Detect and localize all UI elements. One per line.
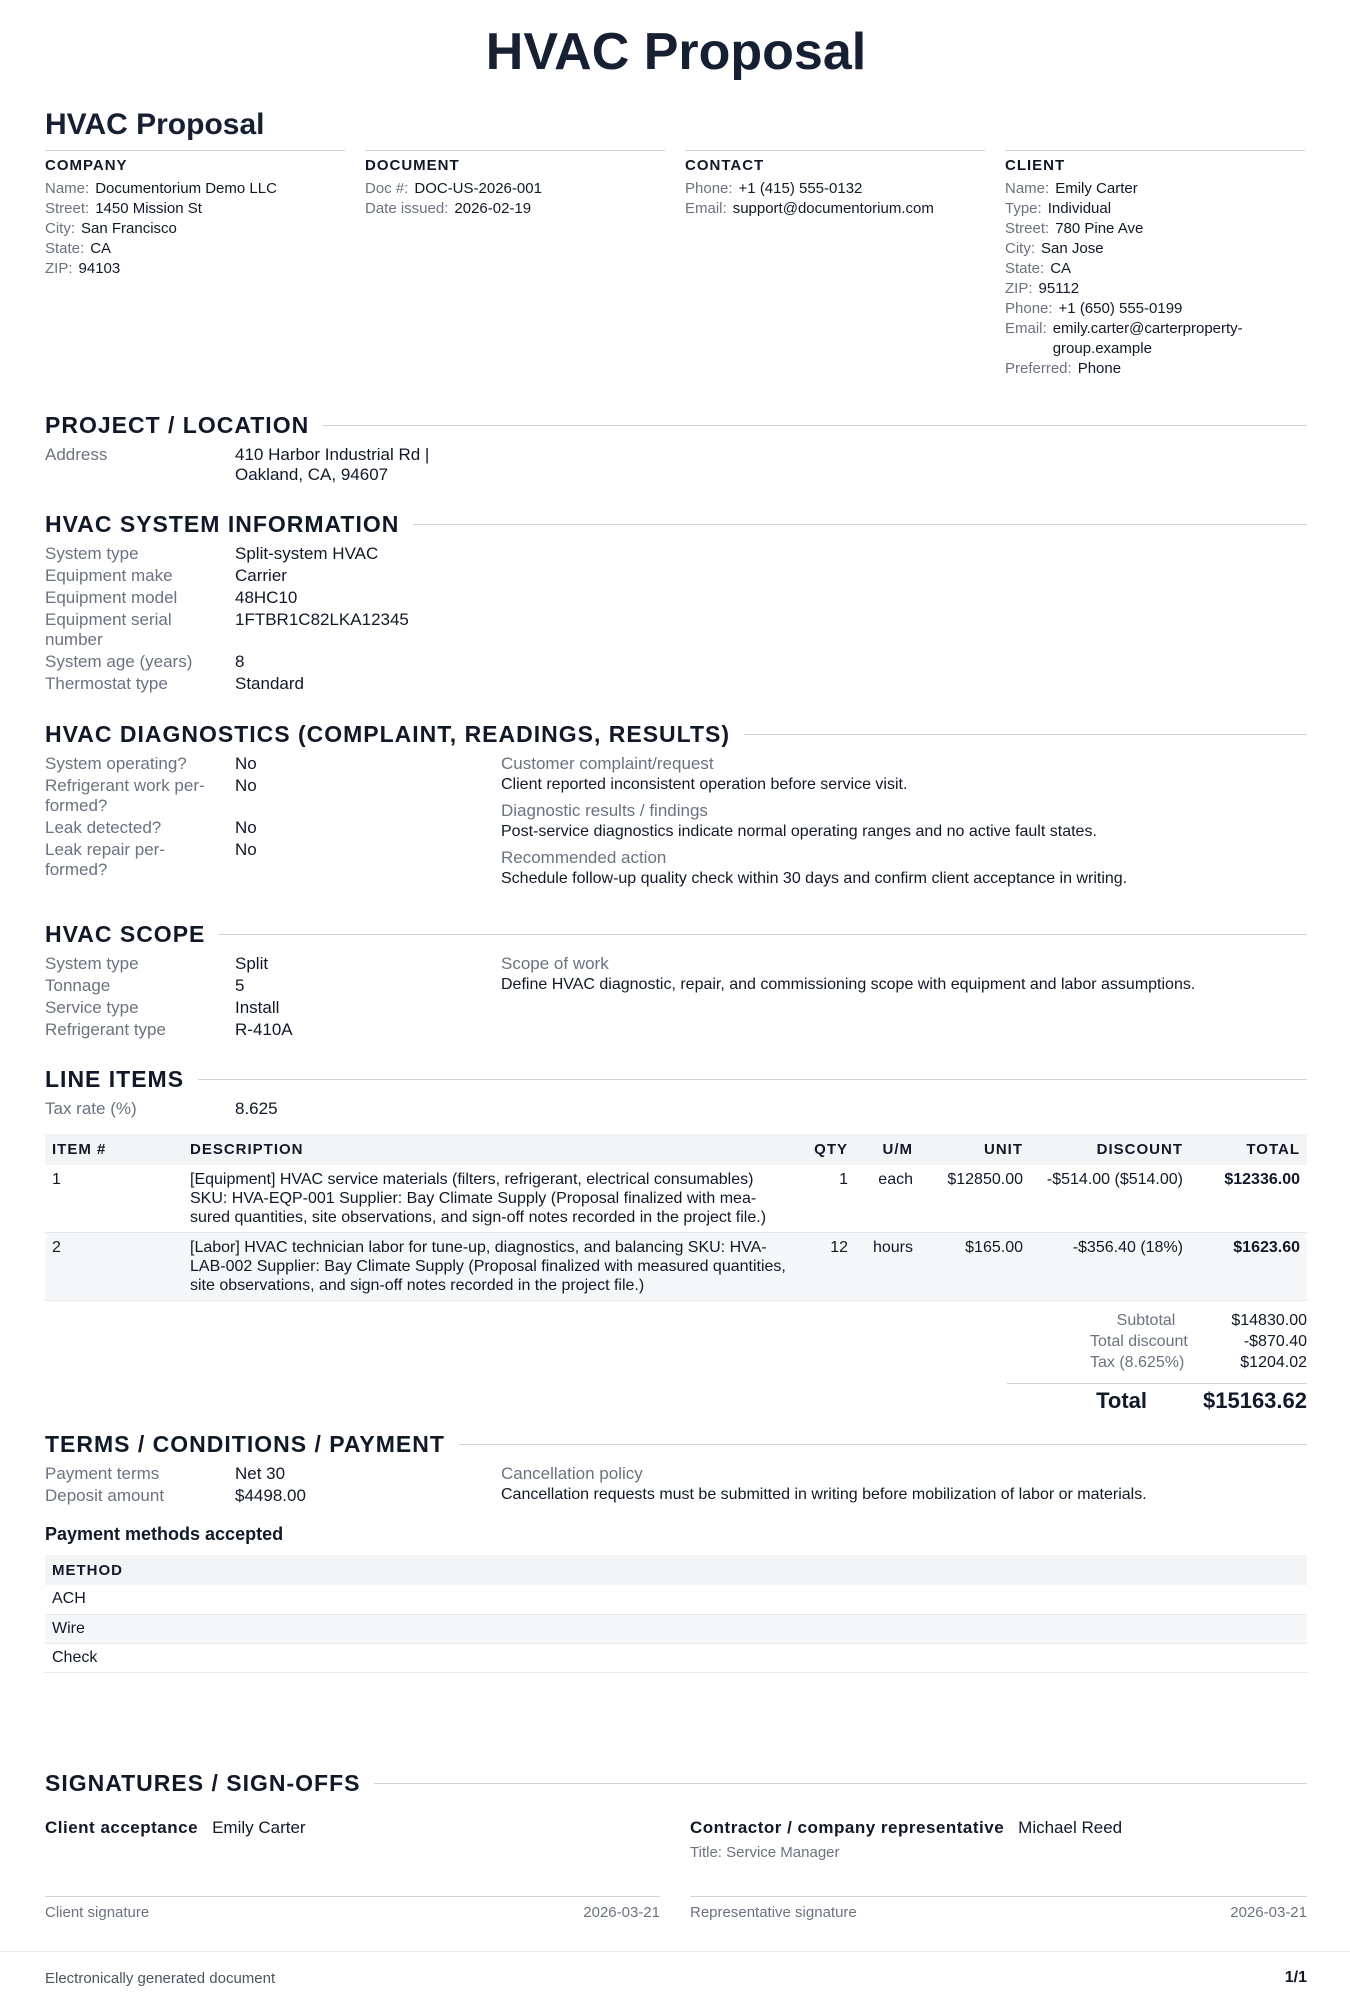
discount-label: Total discount — [1089, 1333, 1188, 1350]
field-label: Refrigerant work per-formed? — [45, 776, 205, 815]
field-value: CA — [90, 240, 112, 257]
company-field — [45, 179, 345, 199]
item-description: [Labor] HVAC technician labor for tune-up, diagnostics, and balancing SKU: HVA-LAB-002 Supplier: Bay Climate Supply (Proposal finalized with measured quantities, site observations, and sign-off notes recorded in the project file.) — [183, 1233, 800, 1301]
contractor-signature-block — [690, 1818, 1307, 1921]
signature-label: Client signature — [45, 1904, 150, 1921]
section-rule — [413, 524, 1307, 525]
tax-value: $1204.02 — [1240, 1354, 1307, 1371]
section-scope — [45, 921, 1307, 948]
table-row — [45, 1643, 1307, 1672]
field-value: San Jose — [1041, 240, 1104, 257]
field-label: Doc #: — [365, 180, 409, 197]
field-label: Leak detected? — [45, 818, 162, 837]
field-value: Documentorium Demo LLC — [95, 180, 277, 197]
company-field — [45, 239, 345, 259]
field-label: Street: — [1005, 220, 1050, 237]
scope-field — [45, 976, 465, 996]
contact-field — [685, 179, 985, 199]
scope-field — [45, 998, 465, 1018]
client-field — [1005, 239, 1305, 259]
field-value: 5 — [235, 976, 245, 995]
section-rule — [459, 1444, 1307, 1445]
client-block — [1005, 150, 1305, 379]
field-value: +1 (650) 555-0199 — [1058, 300, 1183, 317]
document-heading: DOCUMENT — [365, 157, 460, 174]
terms-field — [45, 1464, 465, 1484]
note-label: Cancellation policy — [501, 1464, 643, 1483]
scope-fields — [45, 954, 465, 1042]
field-label: System type — [45, 954, 139, 973]
field-label: City: — [1005, 240, 1035, 257]
diagnostics-field — [45, 754, 465, 774]
payment-methods-table — [45, 1555, 1307, 1673]
item-number: 1 — [45, 1165, 183, 1233]
tax-label: Tax (8.625%) — [1090, 1354, 1185, 1371]
section-heading: HVAC SYSTEM INFORMATION — [45, 511, 400, 537]
company-field — [45, 219, 345, 239]
client-signature-block — [45, 1818, 660, 1921]
client-field — [1005, 319, 1305, 359]
item-qty: 12 — [800, 1233, 855, 1301]
terms-fields — [45, 1464, 465, 1508]
field-value: 1450 Mission St — [95, 200, 202, 217]
signature-line[interactable] — [45, 1896, 660, 1897]
field-label: ZIP: — [45, 260, 73, 277]
column-header: QTY — [800, 1134, 855, 1165]
contact-block — [685, 150, 985, 379]
field-value: 2026-02-19 — [454, 200, 532, 217]
item-unit: $12850.00 — [920, 1165, 1030, 1233]
total-label: Total — [1096, 1388, 1147, 1413]
scope-notes — [501, 953, 1307, 1000]
field-value: San Francisco — [81, 220, 177, 237]
item-um: each — [855, 1165, 920, 1233]
note-label: Customer complaint/request — [501, 754, 714, 773]
note-value: Cancellation requests must be submitted in writing before mobilization of labor or materials. — [501, 1486, 1147, 1503]
field-label: System operating? — [45, 754, 187, 773]
item-number: 2 — [45, 1233, 183, 1301]
page-number: 1/1 — [1284, 1969, 1307, 1986]
field-value: 8.625 — [235, 1099, 278, 1118]
tax-rate-row — [45, 1099, 278, 1121]
field-label: City: — [45, 220, 75, 237]
field-label: System type — [45, 544, 139, 563]
field-label: Equipment serial number — [45, 610, 172, 649]
payment-method: Wire — [45, 1614, 1307, 1643]
column-header: METHOD — [45, 1555, 1307, 1585]
address-line: Oakland, CA, 94607 — [235, 465, 389, 484]
field-label: Name: — [45, 180, 90, 197]
payment-method: ACH — [45, 1585, 1307, 1614]
field-value: emily.carter@carterproperty-group.example — [1052, 320, 1243, 357]
note-label: Diagnostic results / findings — [501, 801, 708, 820]
field-value: Net 30 — [235, 1464, 286, 1483]
field-value — [235, 445, 429, 485]
field-value: Standard — [235, 674, 304, 693]
terms-field — [45, 1486, 465, 1506]
client-field — [1005, 299, 1305, 319]
field-label: Leak repair per-formed? — [45, 840, 166, 879]
field-value: 94103 — [78, 260, 121, 277]
field-value: DOC-US-2026-001 — [414, 180, 542, 197]
item-unit: $165.00 — [920, 1233, 1030, 1301]
field-value: No — [235, 818, 257, 837]
column-header: DISCOUNT — [1030, 1134, 1190, 1165]
field-value: No — [235, 754, 257, 773]
document-field — [365, 199, 665, 219]
field-value: 48HC10 — [235, 588, 298, 607]
note-label: Scope of work — [501, 954, 609, 973]
client-field — [1005, 199, 1305, 219]
section-rule — [374, 1783, 1307, 1784]
scope-field — [45, 1020, 465, 1040]
discount-row — [1007, 1331, 1307, 1352]
field-label: Phone: — [685, 180, 733, 197]
diagnostics-field — [45, 818, 465, 838]
column-header: U/M — [855, 1134, 920, 1165]
item-total: $12336.00 — [1190, 1165, 1307, 1233]
system-fields — [45, 544, 465, 696]
field-label: Payment terms — [45, 1464, 160, 1483]
system-field — [45, 674, 465, 694]
field-value: 8 — [235, 652, 245, 671]
section-project — [45, 412, 1307, 439]
field-label: Preferred: — [1005, 360, 1072, 377]
signer — [45, 1818, 660, 1838]
field-value: Split-system HVAC — [235, 544, 379, 563]
contact-field — [685, 199, 985, 219]
table-row — [45, 1165, 1307, 1233]
table-row — [45, 1233, 1307, 1301]
field-value: R-410A — [235, 1020, 293, 1039]
field-label: System age (years) — [45, 652, 193, 671]
signature-footer — [45, 1904, 660, 1921]
project-fields — [45, 445, 429, 487]
system-field — [45, 588, 465, 608]
field-label: Email: — [685, 200, 727, 217]
section-rule — [744, 734, 1307, 735]
note-value: Client reported inconsistent operation before service visit. — [501, 776, 908, 793]
tax-row — [1007, 1352, 1307, 1373]
field-value: 95112 — [1038, 280, 1080, 297]
item-description: [Equipment] HVAC service materials (filters, refrigerant, electrical consumables) SKU: HVA-EQP-001 Supplier: Bay Climate Supply (Proposal finalized with mea-sured quantities, site observations, and sign-off notes recorded in the project file.) — [183, 1165, 800, 1233]
system-field — [45, 544, 465, 564]
document-block — [365, 150, 665, 379]
client-field — [1005, 179, 1305, 199]
client-heading: CLIENT — [1005, 157, 1066, 174]
field-value: 780 Pine Ave — [1055, 220, 1144, 237]
section-diagnostics — [45, 721, 1307, 748]
signer-role: Contractor / company representative — [690, 1818, 1005, 1837]
item-discount: -$356.40 (18%) — [1030, 1233, 1190, 1301]
field-label: ZIP: — [1005, 280, 1033, 297]
page-footer — [0, 1951, 1350, 1987]
column-header: TOTAL — [1190, 1134, 1307, 1165]
field-label: Equipment model — [45, 588, 178, 607]
signature-date: 2026-03-21 — [583, 1904, 660, 1921]
company-field — [45, 199, 345, 219]
client-field — [1005, 279, 1305, 299]
field-value: support@documentorium.com — [732, 200, 934, 217]
grand-total-row — [1007, 1383, 1307, 1411]
field-value: CA — [1050, 260, 1072, 277]
contact-heading: CONTACT — [685, 157, 765, 174]
section-heading: TERMS / CONDITIONS / PAYMENT — [45, 1431, 445, 1457]
field-label: Phone: — [1005, 300, 1053, 317]
client-field — [1005, 259, 1305, 279]
diagnostics-field — [45, 776, 465, 816]
document-title: HVAC Proposal — [485, 23, 867, 81]
scope-field — [45, 954, 465, 974]
section-signatures — [45, 1770, 1307, 1797]
item-qty: 1 — [800, 1165, 855, 1233]
subtotal-label: Subtotal — [1116, 1312, 1176, 1329]
document-subtitle: HVAC Proposal — [45, 108, 265, 141]
field-value: No — [235, 840, 257, 859]
line-items-table — [45, 1134, 1307, 1301]
field-value: Individual — [1047, 200, 1112, 217]
project-address — [45, 445, 429, 485]
document-field — [365, 179, 665, 199]
system-field — [45, 610, 465, 650]
signature-footer — [690, 1904, 1307, 1921]
field-value: Phone — [1077, 360, 1122, 377]
note-value: Schedule follow-up quality check within 30 days and confirm client acceptance in writing. — [501, 870, 1128, 887]
section-rule — [198, 1079, 1307, 1080]
note-value: Post-service diagnostics indicate normal operating ranges and no active fault states. — [501, 823, 1097, 840]
column-header: DESCRIPTION — [183, 1134, 800, 1165]
item-um: hours — [855, 1233, 920, 1301]
field-label: Service type — [45, 998, 139, 1017]
signer-role: Client acceptance — [45, 1818, 199, 1837]
section-heading: HVAC SCOPE — [45, 921, 206, 947]
meta-block — [45, 150, 1307, 379]
company-block — [45, 150, 345, 379]
field-label: State: — [45, 240, 85, 257]
section-system — [45, 511, 1307, 538]
field-label: Refrigerant type — [45, 1020, 166, 1039]
note-label: Recommended action — [501, 848, 667, 867]
system-field — [45, 652, 465, 672]
section-heading: PROJECT / LOCATION — [45, 412, 310, 438]
section-terms — [45, 1431, 1307, 1458]
address-line: 410 Harbor Industrial Rd | — [235, 445, 430, 464]
terms-notes — [501, 1463, 1307, 1510]
signature-line[interactable] — [690, 1896, 1307, 1897]
field-label: Thermostat type — [45, 674, 168, 693]
field-value: Split — [235, 954, 269, 973]
field-label: Name: — [1005, 180, 1050, 197]
field-label: Tonnage — [45, 976, 111, 995]
company-heading: COMPANY — [45, 157, 128, 174]
item-discount: -$514.00 ($514.00) — [1030, 1165, 1190, 1233]
signature-label: Representative signature — [690, 1904, 857, 1921]
field-label: Deposit amount — [45, 1486, 165, 1505]
field-label: Email: — [1005, 320, 1047, 337]
field-label: Date issued: — [365, 200, 449, 217]
payment-method: Check — [45, 1643, 1307, 1672]
table-header-row — [45, 1555, 1307, 1585]
totals-block — [1007, 1310, 1307, 1411]
subtotal-value: $14830.00 — [1231, 1312, 1307, 1329]
section-heading: LINE ITEMS — [45, 1066, 185, 1092]
field-label: Street: — [45, 200, 90, 217]
field-label: Equipment make — [45, 566, 173, 585]
section-heading: SIGNATURES / SIGN-OFFS — [45, 1770, 361, 1796]
signer-title: Title: Service Manager — [690, 1844, 840, 1861]
section-line-items — [45, 1066, 1307, 1093]
field-label: State: — [1005, 260, 1045, 277]
signature-date: 2026-03-21 — [1230, 1904, 1307, 1921]
client-field — [1005, 359, 1305, 379]
diagnostics-fields — [45, 754, 465, 882]
section-rule — [219, 934, 1307, 935]
table-row — [45, 1614, 1307, 1643]
subtotal-row — [1007, 1310, 1307, 1331]
field-value: Install — [235, 998, 280, 1017]
tax-rate-field — [45, 1099, 278, 1119]
field-label: Address — [45, 445, 108, 464]
signer-name: Emily Carter — [212, 1818, 306, 1837]
section-heading: HVAC DIAGNOSTICS (COMPLAINT, READINGS, RESULTS) — [45, 721, 731, 747]
field-value: 1FTBR1C82LKA12345 — [235, 610, 409, 629]
field-label: Tax rate (%) — [45, 1099, 137, 1118]
column-header: ITEM # — [45, 1134, 183, 1165]
table-header-row — [45, 1134, 1307, 1165]
column-header: UNIT — [920, 1134, 1030, 1165]
field-value: Emily Carter — [1055, 180, 1138, 197]
signer — [690, 1818, 1307, 1838]
signer-name: Michael Reed — [1018, 1818, 1123, 1837]
field-label: Type: — [1005, 200, 1042, 217]
diagnostics-field — [45, 840, 465, 880]
field-value: No — [235, 776, 257, 795]
note-value: Define HVAC diagnostic, repair, and commissioning scope with equipment and labor assumptions. — [501, 976, 1196, 993]
payment-methods-heading: Payment methods accepted — [45, 1524, 284, 1544]
system-field — [45, 566, 465, 586]
total-value: $15163.62 — [1203, 1388, 1307, 1413]
discount-value: -$870.40 — [1243, 1333, 1307, 1350]
footer-note: Electronically generated document — [45, 1970, 276, 1987]
field-value: +1 (415) 555-0132 — [738, 180, 863, 197]
field-value: Carrier — [235, 566, 287, 585]
table-row — [45, 1585, 1307, 1614]
item-total: $1623.60 — [1190, 1233, 1307, 1301]
client-field — [1005, 219, 1305, 239]
diagnostics-notes — [501, 753, 1307, 894]
section-rule — [323, 425, 1307, 426]
company-field — [45, 259, 345, 279]
field-value: $4498.00 — [235, 1486, 306, 1505]
